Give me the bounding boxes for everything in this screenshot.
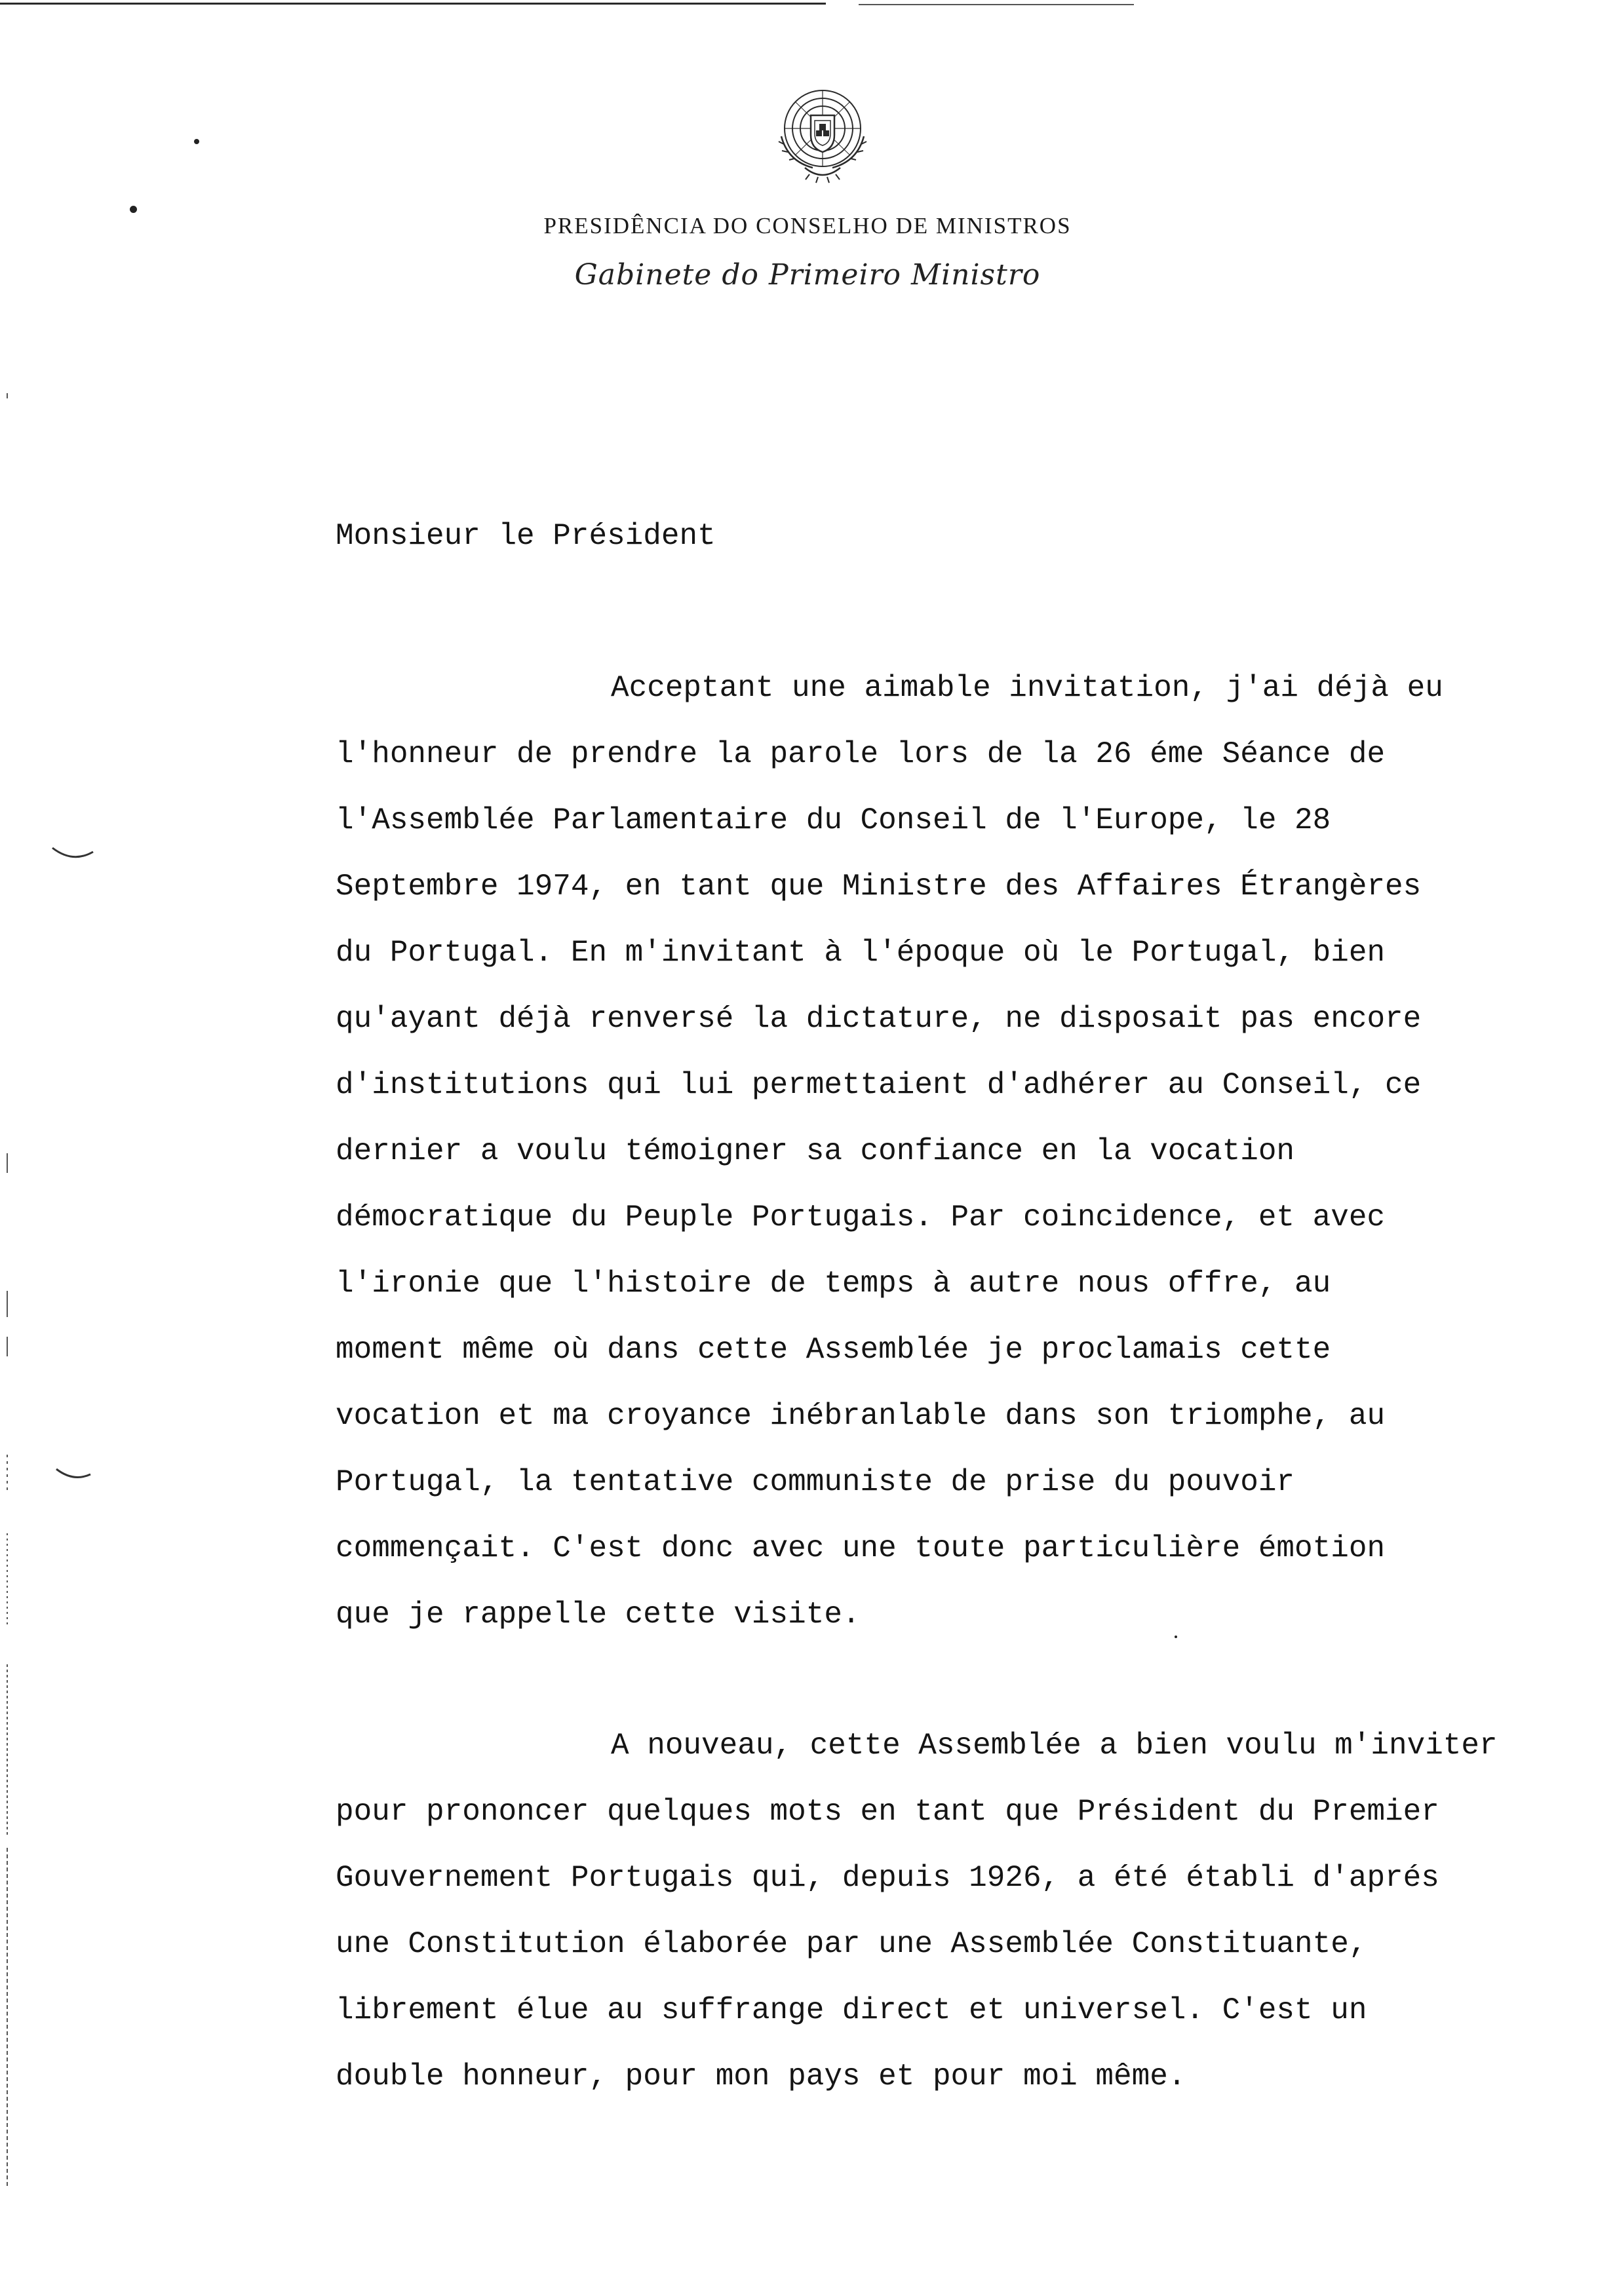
paragraph-line: l'Assemblée Parlamentaire du Conseil de l'Europe, le 28 bbox=[336, 803, 1331, 837]
paragraph-line: pour prononcer quelques mots en tant que Président du Premier bbox=[336, 1795, 1439, 1829]
top-edge-rule-secondary bbox=[859, 4, 1134, 5]
paragraph-line: l'honneur de prendre la parole lors de la 26 éme Séance de bbox=[336, 737, 1386, 771]
paragraph-line: du Portugal. En m'invitant à l'époque où le Portugal, bien bbox=[336, 936, 1386, 970]
paragraph-line: qu'ayant déjà renversé la dictature, ne disposait pas encore bbox=[336, 1002, 1422, 1036]
paragraph-line: Gouvernement Portugais qui, depuis 1926, a été établi d'aprés bbox=[336, 1861, 1439, 1895]
office-name: Gabinete do Primeiro Ministro bbox=[574, 258, 1041, 292]
paragraph-line: l'ironie que l'histoire de temps à autre nous offre, au bbox=[336, 1267, 1331, 1301]
punch-hole-mark bbox=[50, 844, 96, 864]
organization-name: PRESIDÊNCIA DO CONSELHO DE MINISTROS bbox=[543, 213, 1072, 239]
paragraph-line: démocratique du Peuple Portugais. Par coincidence, et avec bbox=[336, 1200, 1386, 1234]
paragraph-2 bbox=[336, 1713, 1555, 2110]
scan-speck bbox=[130, 206, 137, 213]
paragraph-line: que je rappelle cette visite. bbox=[336, 1598, 861, 1632]
paragraph-line: Acceptant une aimable invitation, j'ai déjà eu bbox=[611, 671, 1443, 705]
paragraph-line: Septembre 1974, en tant que Ministre des Affaires Étrangères bbox=[336, 870, 1422, 904]
paragraph-line: A nouveau, cette Assemblée a bien voulu m'inviter bbox=[611, 1729, 1498, 1763]
paragraph-line: double honneur, pour mon pays et pour moi même. bbox=[336, 2059, 1186, 2094]
paragraph-line: d'institutions qui lui permettaient d'adhérer au Conseil, ce bbox=[336, 1068, 1422, 1102]
paragraph-line: librement élue au suffrange direct et universel. C'est un bbox=[336, 1993, 1367, 2027]
paragraph-line: moment même où dans cette Assemblée je proclamais cette bbox=[336, 1333, 1331, 1367]
punch-hole-mark bbox=[54, 1465, 93, 1485]
left-edge-scan-marks bbox=[4, 380, 10, 2215]
paragraph-line: vocation et ma croyance inébranlable dans son triomphe, au bbox=[336, 1399, 1386, 1433]
paragraph-1 bbox=[336, 655, 1555, 1648]
scan-speck bbox=[194, 139, 199, 144]
coat-of-arms-icon bbox=[773, 84, 872, 189]
salutation: Monsieur le Président bbox=[336, 519, 716, 553]
paragraph-line: Portugal, la tentative communiste de prise du pouvoir bbox=[336, 1465, 1295, 1499]
paragraph-line: une Constitution élaborée par une Assemblée Constituante, bbox=[336, 1927, 1367, 1961]
paragraph-line: dernier a voulu témoigner sa confiance en la vocation bbox=[336, 1134, 1295, 1168]
scan-speck bbox=[1175, 1636, 1177, 1638]
top-edge-rule bbox=[0, 3, 826, 5]
paragraph-line: commençait. C'est donc avec une toute particulière émotion bbox=[336, 1531, 1386, 1565]
